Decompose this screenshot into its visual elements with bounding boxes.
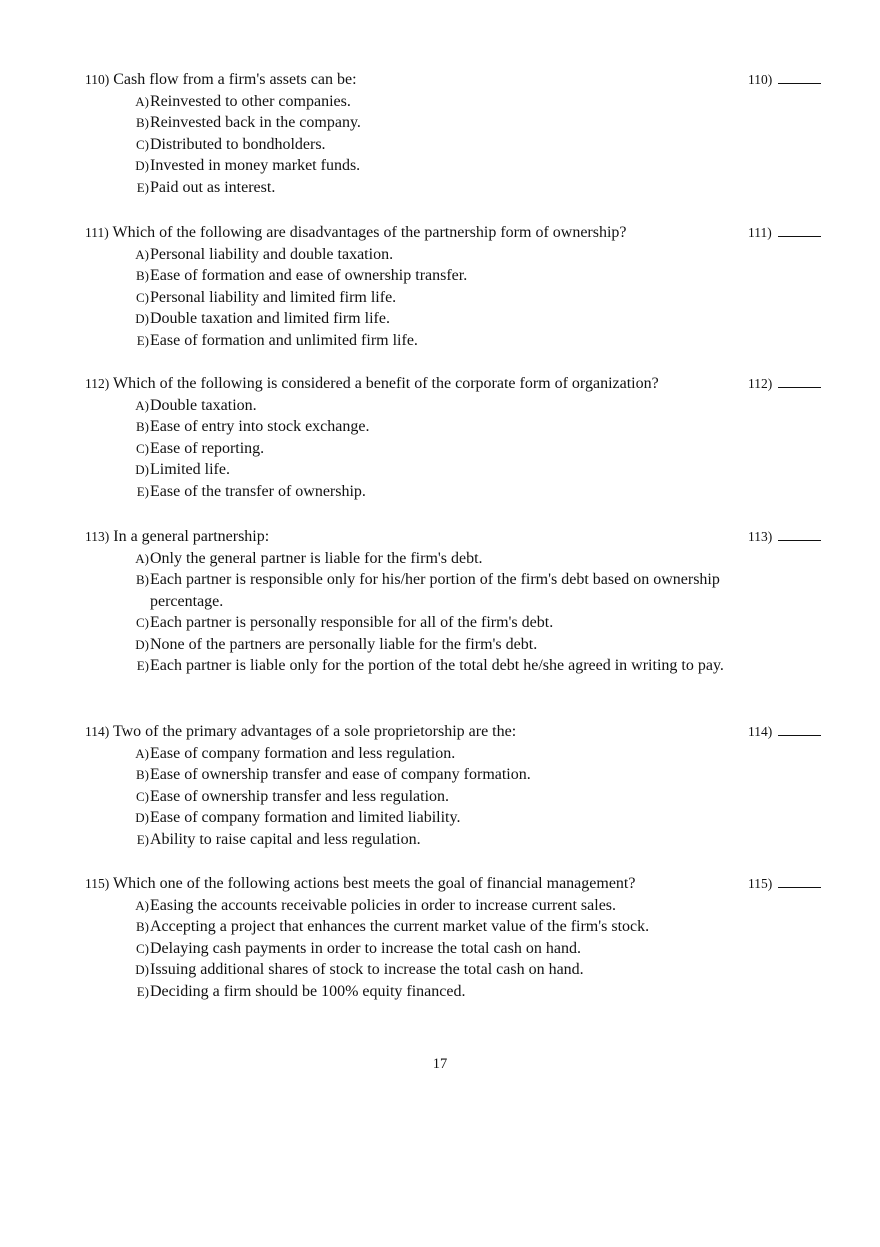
question-text: Which one of the following actions best meets the goal of financial management? (112, 875, 636, 892)
choice-letter: A) (135, 246, 149, 262)
choice-b (131, 112, 750, 134)
question-text: Cash flow from a firm's assets can be: (113, 71, 357, 88)
answer-label: 114) (748, 724, 773, 739)
question-text: In a general partnership: (113, 528, 270, 545)
choice-a (131, 91, 750, 113)
choice-c (131, 287, 750, 309)
choice-letter: C) (136, 440, 149, 456)
question-text: Two of the primary advantages of a sole proprietorship are the: (112, 723, 517, 740)
choice-text: Ease of formation and ease of ownership transfer. (150, 267, 468, 284)
question-114 (85, 721, 830, 850)
choice-letter: E) (136, 658, 149, 673)
choice-letter: C) (136, 136, 149, 152)
answer-blank[interactable] (778, 729, 821, 736)
choice-text: Double taxation. (150, 396, 257, 414)
choice-text: Ease of ownership transfer and ease of company formation. (150, 766, 531, 783)
choice-letter: E) (136, 332, 149, 348)
choice-text: Personal liability and double taxation. (150, 245, 394, 263)
choice-letter: D) (135, 810, 149, 825)
choice-letter: E) (136, 831, 149, 847)
choice-a (131, 743, 750, 765)
question-number: 114) (85, 724, 110, 739)
choice-text: Ease of company formation and limited liability. (150, 809, 461, 826)
choice-text: Limited life. (150, 461, 230, 478)
choice-e (131, 177, 750, 199)
question-number: 111) (85, 225, 109, 240)
choice-e (131, 330, 750, 352)
choice-letter: D) (135, 311, 149, 326)
question-110 (85, 69, 830, 198)
choice-letter: A) (135, 897, 149, 913)
choice-a (131, 548, 750, 570)
choice-c (131, 438, 750, 460)
choice-text: Each partner is personally responsible for all of the firm's debt. (150, 614, 554, 631)
choice-text: Paid out as interest. (150, 178, 276, 196)
question-number: 112) (85, 376, 110, 391)
answer-blank[interactable] (778, 77, 821, 84)
choice-text: Deciding a firm should be 100% equity financed. (150, 982, 466, 1000)
choice-text: Ease of company formation and less regulation. (150, 744, 456, 762)
answer-label: 113) (748, 529, 773, 544)
choice-letter: B) (136, 919, 149, 934)
choice-text: Each partner is liable only for the portion of the total debt he/she agreed in writing to pay. (150, 657, 724, 674)
choice-letter: A) (135, 745, 149, 761)
choice-text: Double taxation and limited firm life. (150, 310, 390, 327)
choice-text: Invested in money market funds. (150, 157, 361, 174)
question-text: Which of the following are disadvantages of the partnership form of ownership? (112, 224, 627, 241)
choice-letter: E) (136, 483, 149, 499)
answer-label: 115) (748, 876, 773, 891)
question-stem (85, 373, 830, 395)
answer-blank[interactable] (778, 534, 821, 541)
choice-a (131, 395, 750, 417)
choice-letter: B) (136, 268, 149, 283)
answer-slot (748, 526, 821, 548)
choice-letter: A) (135, 397, 149, 413)
answer-slot (748, 222, 821, 244)
question-text: Which of the following is considered a benefit of the corporate form of organization? (112, 375, 659, 392)
choice-text: Personal liability and limited firm life. (150, 288, 397, 306)
choice-letter: C) (136, 788, 149, 804)
choice-e (131, 981, 750, 1003)
choice-b (131, 265, 750, 287)
question-stem (85, 69, 830, 91)
choice-text: Issuing additional shares of stock to increase the total cash on hand. (150, 961, 584, 978)
choice-letter: D) (135, 962, 149, 977)
choice-c (131, 134, 750, 156)
choice-letter: E) (136, 179, 149, 195)
choice-e (131, 481, 750, 503)
question-stem (85, 526, 830, 548)
choice-text: Ease of entry into stock exchange. (150, 418, 370, 435)
choice-c (131, 612, 750, 634)
choice-b (131, 416, 750, 438)
answer-slot (748, 69, 821, 91)
choice-text: Only the general partner is liable for the firm's debt. (150, 549, 483, 567)
answer-blank[interactable] (778, 381, 821, 388)
question-stem (85, 721, 830, 743)
choice-text: Each partner is responsible only for his/her portion of the firm's debt based on ownership percentage. (150, 571, 720, 610)
choice-text: Ease of reporting. (150, 439, 265, 457)
choice-letter: C) (136, 289, 149, 305)
choice-text: Reinvested back in the company. (150, 114, 361, 131)
choice-letter: C) (136, 940, 149, 956)
choice-letter: B) (136, 115, 149, 130)
choice-letter: D) (135, 636, 149, 652)
choice-b (131, 916, 750, 938)
choice-text: Ease of the transfer of ownership. (150, 482, 366, 500)
choice-d (131, 634, 750, 656)
question-stem (85, 222, 830, 244)
question-113 (85, 526, 830, 677)
question-111 (85, 222, 830, 351)
answer-slot (748, 721, 821, 743)
answer-blank[interactable] (778, 230, 821, 237)
question-number: 113) (85, 529, 110, 544)
choice-c (131, 786, 750, 808)
choice-e (131, 655, 750, 677)
choice-a (131, 895, 750, 917)
answer-slot (748, 373, 821, 395)
choice-letter: B) (136, 767, 149, 782)
choice-d (131, 308, 750, 330)
choice-d (131, 959, 750, 981)
answer-label: 111) (748, 225, 772, 240)
choice-letter: B) (136, 572, 149, 587)
question-stem (85, 873, 830, 895)
choice-text: Ease of ownership transfer and less regulation. (150, 787, 450, 805)
choice-b (131, 764, 750, 786)
answer-label: 110) (748, 72, 773, 87)
question-112 (85, 373, 830, 502)
choice-text: None of the partners are personally liable for the firm's debt. (150, 635, 538, 653)
choice-text: Easing the accounts receivable policies in order to increase current sales. (150, 896, 617, 914)
choice-text: Distributed to bondholders. (150, 135, 326, 153)
choice-text: Ease of formation and unlimited firm life. (150, 331, 418, 349)
choice-c (131, 938, 750, 960)
choice-text: Ability to raise capital and less regulation. (150, 830, 421, 848)
choice-d (131, 459, 750, 481)
choice-text: Delaying cash payments in order to increase the total cash on hand. (150, 939, 581, 957)
choice-letter: C) (136, 615, 149, 630)
choice-e (131, 829, 750, 851)
choice-letter: B) (136, 419, 149, 434)
choice-a (131, 244, 750, 266)
question-number: 115) (85, 876, 110, 891)
choice-letter: D) (135, 158, 149, 173)
choice-letter: A) (135, 550, 149, 566)
choice-text: Accepting a project that enhances the current market value of the firm's stock. (150, 918, 650, 935)
question-115 (85, 873, 830, 1002)
choice-text: Reinvested to other companies. (150, 92, 351, 110)
page-number: 17 (432, 1056, 448, 1072)
choice-letter: E) (136, 983, 149, 999)
choice-b (131, 569, 750, 612)
answer-slot (748, 873, 821, 895)
question-number: 110) (85, 72, 110, 87)
choice-d (131, 807, 750, 829)
choice-d (131, 155, 750, 177)
answer-blank[interactable] (778, 881, 821, 888)
choice-letter: D) (135, 462, 149, 477)
choice-letter: A) (135, 93, 149, 109)
answer-label: 112) (748, 376, 773, 391)
